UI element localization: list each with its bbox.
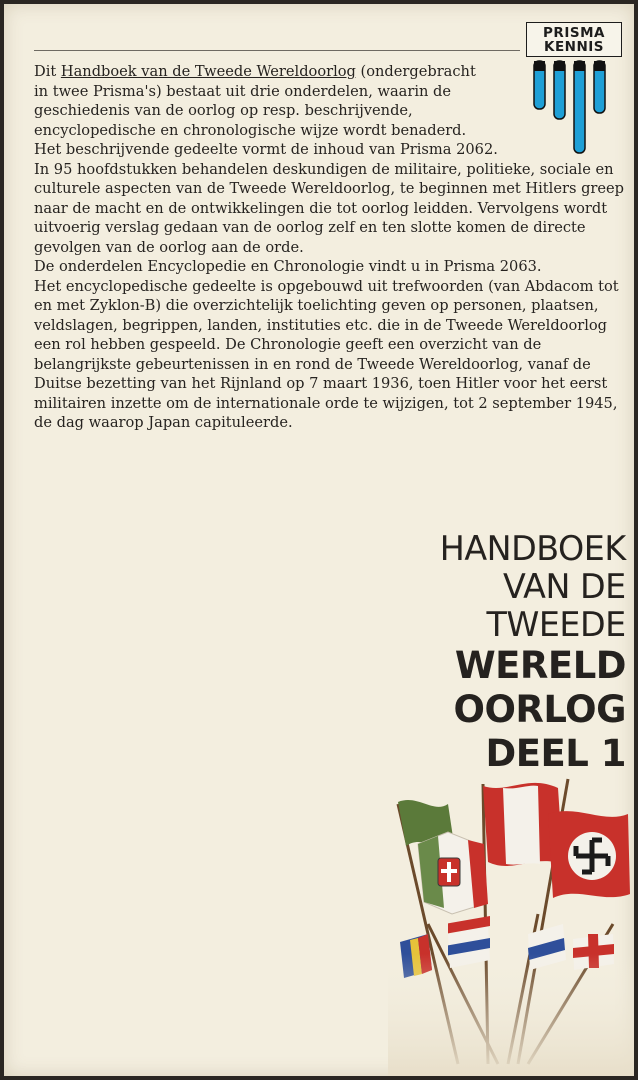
title-line-4: WERELD — [454, 644, 626, 687]
paragraph-2: Het beschrijvende gedeelte vormt de inhoud van Prisma 2062. — [34, 141, 498, 158]
title-line-2: VAN DE — [503, 567, 626, 607]
book-title-underlined: Handboek van de Tweede Wereldoorlog — [60, 63, 356, 80]
logo-line-2: KENNIS — [543, 39, 605, 55]
logo-text-box — [526, 22, 622, 57]
paragraph-1 — [34, 62, 484, 140]
top-divider — [34, 50, 520, 51]
title-line-5: OORLOG — [453, 688, 626, 731]
paragraph-3: In 95 hoofdstukken behandelen deskundigen de militaire, politieke, sociale en culturele aspecten van de Tweede Wereldoorlog, te beginnen met Hitlers greep naar de macht en de ontwikkelingen die tot oorlog leidden. Vervolgens wordt uitvoerig verslag gedaan van de oorlog zelf en ten slotte komen de directe gevolgen van de oorlog aan de orde. — [34, 160, 625, 256]
p1-rest: (ondergebracht in twee Prisma's) bestaat uit drie onderdelen, waarin de geschiedenis van de oorlog op resp. beschrijvende, encyclopedische en chronologische wijze wordt benaderd. — [34, 63, 476, 139]
title-line-6: DEEL 1 — [485, 732, 626, 775]
flags-illustration — [388, 774, 634, 1076]
p1-intro: Dit — [34, 63, 61, 80]
book-back-cover — [4, 4, 634, 1076]
paragraph-5: Het encyclopedische gedeelte is opgebouwd uit trefwoorden (van Abdacom tot en met Zyklon-B) die overzichtelijk toelichting geven op personen, plaatsen, veldslagen, begrippen, landen, instituties etc. die in de Tweede Wereldoorlog een rol hebben gespeeld. De Chronologie geeft een overzicht van de belangrijkste gebeurtenissen in en rond de Tweede Wereldoorlog, vanaf de Duitse bezetting van het Rijnland op 7 maart 1936, toen Hitler voor het eerst militairen inzette om de internationale orde te wijzigen, tot 2 september 1945, de dag waarop Japan capituleerde. — [34, 277, 619, 431]
logo-line-1: PRISMA — [543, 25, 605, 41]
book-title — [436, 530, 626, 776]
title-line-3: TWEEDE — [486, 605, 626, 645]
title-line-1: HANDBOEK — [440, 529, 626, 569]
description-text — [34, 62, 634, 433]
paragraph-4: De onderdelen Encyclopedie en Chronologie vindt u in Prisma 2063. — [34, 258, 542, 275]
